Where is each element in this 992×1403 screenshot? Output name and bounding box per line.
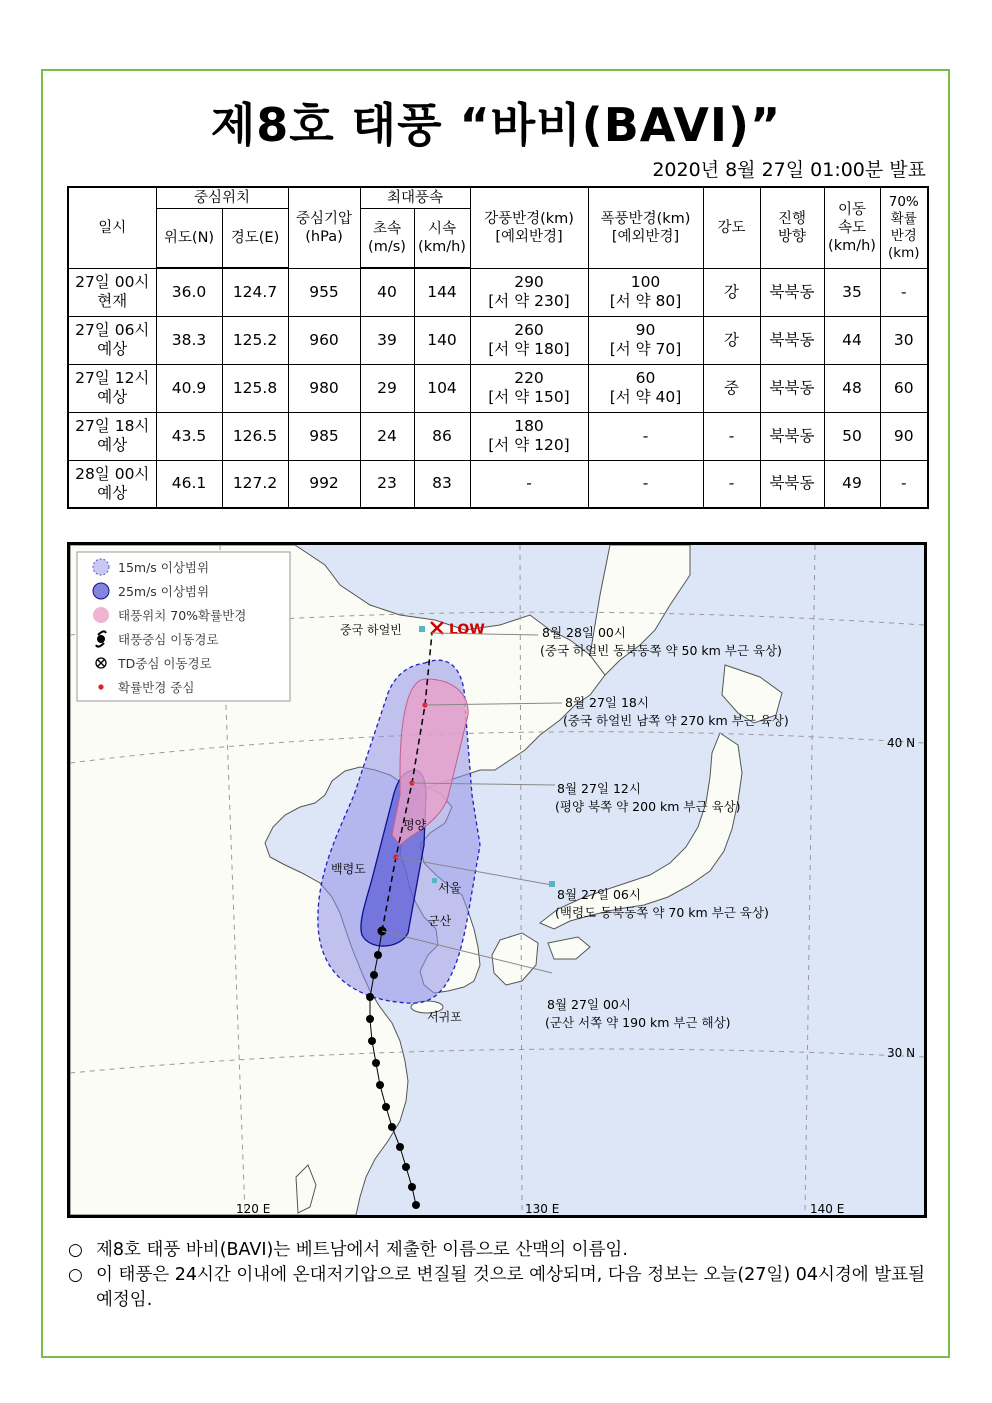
header-direction: 진행 방향 bbox=[760, 187, 824, 268]
cell-time: 27일 12시 예상 bbox=[68, 364, 156, 412]
cell-strong-radius: 180 [서 약 120] bbox=[470, 412, 588, 460]
legend-probability-label: 태풍위치 70%확률반경 bbox=[118, 608, 247, 623]
legend-25ms-icon bbox=[93, 583, 109, 599]
cell-intensity: - bbox=[703, 412, 760, 460]
svg-text:8월 27일 00시: 8월 27일 00시 bbox=[547, 997, 631, 1012]
header-intensity: 강도 bbox=[703, 187, 760, 268]
cell-probability-radius: - bbox=[880, 268, 928, 316]
cell-pressure: 985 bbox=[288, 412, 360, 460]
cell-strong-radius: 260 [서 약 180] bbox=[470, 316, 588, 364]
lon-label-120: 120 E bbox=[236, 1202, 271, 1215]
cell-lat: 40.9 bbox=[156, 364, 222, 412]
cell-lon: 127.2 bbox=[222, 460, 288, 508]
cell-kmh: 104 bbox=[414, 364, 470, 412]
header-center: 중심위치 bbox=[156, 187, 288, 208]
cell-lon: 124.7 bbox=[222, 268, 288, 316]
note-text: 제8호 태풍 바비(BAVI)는 베트남에서 제출한 이름으로 산맥의 이름임. bbox=[96, 1240, 628, 1260]
table-row bbox=[68, 364, 928, 412]
map-legend bbox=[77, 552, 290, 701]
table-row bbox=[68, 316, 928, 364]
cell-storm-radius: 60 [서 약 40] bbox=[588, 364, 703, 412]
cell-time: 27일 18시 예상 bbox=[68, 412, 156, 460]
cell-direction: 북북동 bbox=[760, 316, 824, 364]
place-gunsan: 군산 bbox=[428, 914, 452, 928]
table-row bbox=[68, 412, 928, 460]
low-label: LOW bbox=[449, 622, 485, 638]
cell-pressure: 992 bbox=[288, 460, 360, 508]
cell-direction: 북북동 bbox=[760, 412, 824, 460]
cell-intensity: 강 bbox=[703, 268, 760, 316]
svg-text:(백령도 동북동쪽 약 70 km 부근 육상): (백령도 동북동쪽 약 70 km 부근 육상) bbox=[555, 905, 769, 920]
cell-storm-radius: 90 [서 약 70] bbox=[588, 316, 703, 364]
svg-text:(중국 하얼빈 남쪽 약 270 km 부근 육상): (중국 하얼빈 남쪽 약 270 km 부근 육상) bbox=[563, 713, 789, 728]
cell-lat: 43.5 bbox=[156, 412, 222, 460]
cell-lat: 46.1 bbox=[156, 460, 222, 508]
cell-storm-radius: - bbox=[588, 460, 703, 508]
cell-strong-radius: - bbox=[470, 460, 588, 508]
seoul-marker bbox=[432, 878, 437, 883]
lat-label-40: 40 N bbox=[887, 736, 916, 750]
note-text: 이 태풍은 24시간 이내에 온대저기압으로 변질될 것으로 예상되며, 다음 정보는 오늘(27일) 04시경에 발표될 예정임. bbox=[96, 1265, 925, 1310]
legend-center-label: 확률반경 중심 bbox=[118, 680, 195, 695]
place-baengnyeong: 백령도 bbox=[331, 862, 366, 876]
cell-pressure: 960 bbox=[288, 316, 360, 364]
notes bbox=[68, 1238, 928, 1313]
place-seoul: 서울 bbox=[438, 881, 462, 895]
cell-speed: 49 bbox=[824, 460, 880, 508]
table-row bbox=[68, 460, 928, 508]
cell-probability-radius: 30 bbox=[880, 316, 928, 364]
lon-label-140: 140 E bbox=[810, 1202, 845, 1215]
place-harbin: 중국 하얼빈 bbox=[340, 623, 402, 637]
cell-kmh: 83 bbox=[414, 460, 470, 508]
cell-time: 27일 00시 현재 bbox=[68, 268, 156, 316]
header-speed: 이동 속도 (km/h) bbox=[824, 187, 880, 268]
cell-kmh: 140 bbox=[414, 316, 470, 364]
cell-intensity: 강 bbox=[703, 316, 760, 364]
cell-intensity: - bbox=[703, 460, 760, 508]
place-pyongyang: 평양 bbox=[403, 818, 427, 832]
cell-intensity: 중 bbox=[703, 364, 760, 412]
header-lon: 경도(E) bbox=[222, 208, 288, 268]
cell-lat: 36.0 bbox=[156, 268, 222, 316]
cell-ms: 39 bbox=[360, 316, 414, 364]
header-lat: 위도(N) bbox=[156, 208, 222, 268]
cell-speed: 44 bbox=[824, 316, 880, 364]
lat-label-30: 30 N bbox=[887, 1046, 916, 1060]
table-body bbox=[68, 268, 928, 508]
svg-text:8월 27일 12시: 8월 27일 12시 bbox=[557, 781, 641, 796]
cell-lat: 38.3 bbox=[156, 316, 222, 364]
cell-speed: 48 bbox=[824, 364, 880, 412]
lon-label-130: 130 E bbox=[525, 1202, 560, 1215]
cell-strong-radius: 220 [서 약 150] bbox=[470, 364, 588, 412]
harbin-marker bbox=[419, 626, 425, 632]
forecast-table bbox=[67, 186, 929, 509]
cell-lon: 126.5 bbox=[222, 412, 288, 460]
cell-lon: 125.8 bbox=[222, 364, 288, 412]
cell-direction: 북북동 bbox=[760, 460, 824, 508]
header-pressure: 중심기압 (hPa) bbox=[288, 187, 360, 268]
table-row bbox=[68, 268, 928, 316]
cell-storm-radius: 100 [서 약 80] bbox=[588, 268, 703, 316]
cell-ms: 29 bbox=[360, 364, 414, 412]
svg-text:8월 28일 00시: 8월 28일 00시 bbox=[542, 625, 626, 640]
cell-ms: 40 bbox=[360, 268, 414, 316]
cell-kmh: 144 bbox=[414, 268, 470, 316]
cell-probability-radius: - bbox=[880, 460, 928, 508]
cell-speed: 35 bbox=[824, 268, 880, 316]
legend-25ms-label: 25m/s 이상범위 bbox=[118, 584, 210, 599]
header-wind-kmh: 시속 (km/h) bbox=[414, 208, 470, 268]
legend-probability-icon bbox=[93, 607, 109, 623]
header-strong-wind-radius: 강풍반경(km) [예외반경] bbox=[470, 187, 588, 268]
legend-15ms-label: 15m/s 이상범위 bbox=[118, 560, 210, 575]
svg-text:(평양 북쪽 약 200 km 부근 육상): (평양 북쪽 약 200 km 부근 육상) bbox=[555, 799, 741, 814]
cell-pressure: 980 bbox=[288, 364, 360, 412]
typhoon-track-map bbox=[67, 542, 927, 1218]
header-wind-ms: 초속 (m/s) bbox=[360, 208, 414, 268]
cell-direction: 북북동 bbox=[760, 364, 824, 412]
cell-probability-radius: 60 bbox=[880, 364, 928, 412]
legend-center-dot-icon bbox=[98, 684, 103, 689]
cell-speed: 50 bbox=[824, 412, 880, 460]
cell-strong-radius: 290 [서 약 230] bbox=[470, 268, 588, 316]
cell-probability-radius: 90 bbox=[880, 412, 928, 460]
header-max-wind: 최대풍속 bbox=[360, 187, 470, 208]
svg-text:(군산 서쪽 약 190 km 부근 해상): (군산 서쪽 약 190 km 부근 해상) bbox=[545, 1015, 731, 1030]
cell-time: 27일 06시 예상 bbox=[68, 316, 156, 364]
svg-text:8월 27일 06시: 8월 27일 06시 bbox=[557, 887, 641, 902]
cell-time: 28일 00시 예상 bbox=[68, 460, 156, 508]
cell-ms: 23 bbox=[360, 460, 414, 508]
bullet-icon: ○ bbox=[68, 1265, 83, 1285]
svg-text:(중국 하얼빈 동북동쪽 약 50 km 부근 육상): (중국 하얼빈 동북동쪽 약 50 km 부근 육상) bbox=[540, 643, 782, 658]
svg-text:8월 27일 18시: 8월 27일 18시 bbox=[565, 695, 649, 710]
cell-lon: 125.2 bbox=[222, 316, 288, 364]
cell-direction: 북북동 bbox=[760, 268, 824, 316]
bullet-icon: ○ bbox=[68, 1240, 83, 1260]
cell-kmh: 86 bbox=[414, 412, 470, 460]
note-item bbox=[68, 1263, 928, 1313]
issue-time: 2020년 8월 27일 01:00분 발표 bbox=[652, 159, 926, 181]
cell-pressure: 955 bbox=[288, 268, 360, 316]
header-probability-radius: 70% 확률 반경 (km) bbox=[880, 187, 928, 268]
place-seogwipo: 서귀포 bbox=[427, 1010, 462, 1024]
legend-15ms-icon bbox=[93, 559, 109, 575]
page-title: 제8호 태풍 “바비(BAVI)” bbox=[210, 98, 782, 152]
note-item bbox=[68, 1238, 928, 1263]
header-time: 일시 bbox=[68, 187, 156, 268]
annotation-0600-marker bbox=[549, 881, 555, 887]
legend-typhoon-track-label: 태풍중심 이동경로 bbox=[118, 632, 219, 647]
cell-ms: 24 bbox=[360, 412, 414, 460]
header-storm-radius: 폭풍반경(km) [예외반경] bbox=[588, 187, 703, 268]
legend-td-track-label: TD중심 이동경로 bbox=[118, 656, 212, 671]
cell-storm-radius: - bbox=[588, 412, 703, 460]
